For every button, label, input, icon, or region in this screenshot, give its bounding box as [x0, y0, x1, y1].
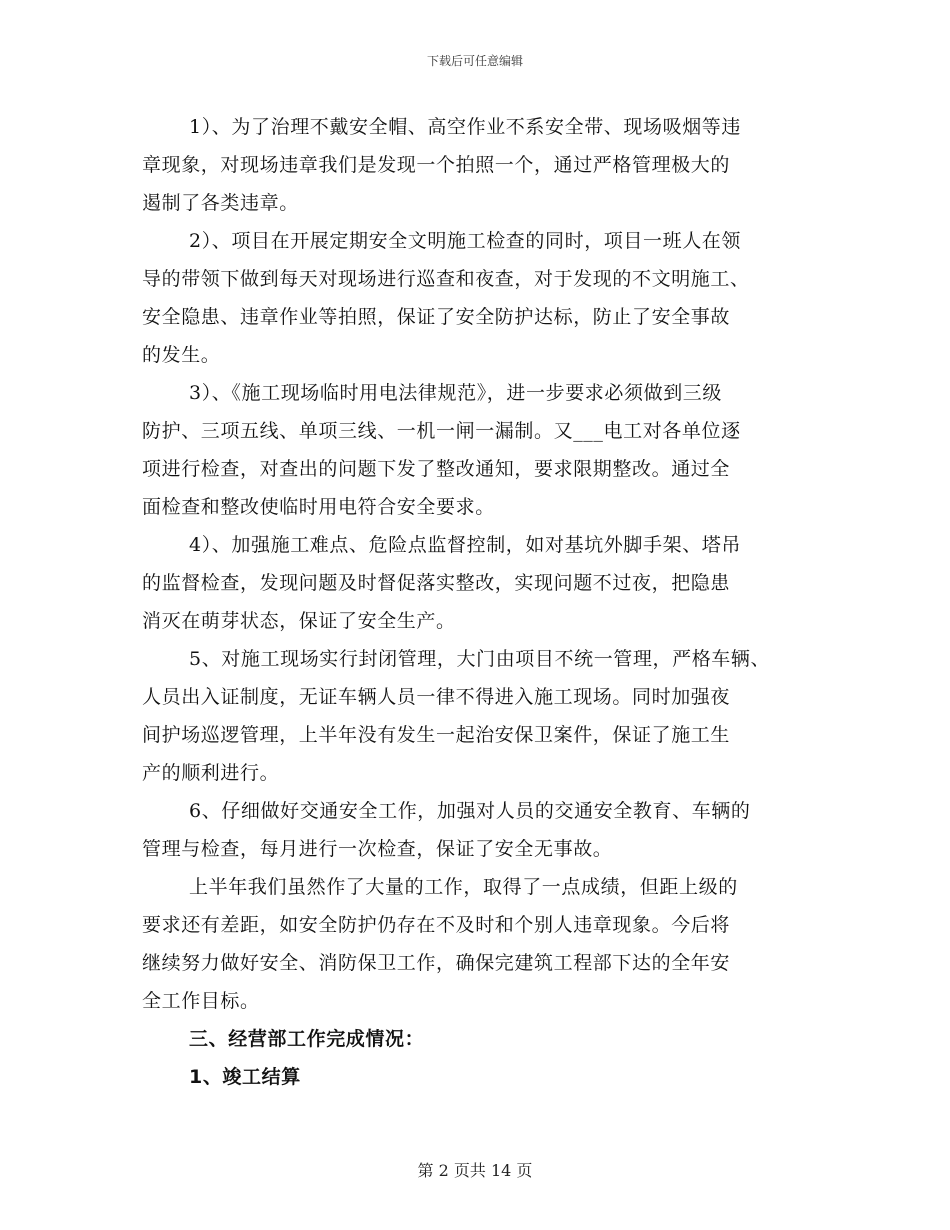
text-line: 人员出入证制度，无证车辆人员一律不得进入施工现场。同时加强夜 — [142, 686, 731, 708]
text-line: 产的顺利进行。 — [142, 762, 280, 784]
text-line: 导的带领下做到每天对现场进行巡查和夜查，对于发现的不文明施工、 — [142, 268, 750, 290]
text-line: 项进行检查，对查出的问题下发了整改通知，要求限期整改。通过全 — [142, 458, 731, 480]
paragraph — [142, 526, 812, 640]
text-line: 安全隐患、违章作业等拍照，保证了安全防护达标，防止了安全事故 — [142, 306, 731, 328]
section-heading: 三、经营部工作完成情况： — [189, 1028, 425, 1050]
page-header: 下载后可任意编辑 — [426, 54, 523, 68]
text-line: 2）、项目在开展定期安全文明施工检查的同时，项目一班人在领 — [189, 230, 741, 252]
text-line: 继续努力做好安全、消防保卫工作，确保完建筑工程部下达的全年安 — [142, 952, 731, 974]
text-line: 消灭在萌芽状态，保证了安全生产。 — [142, 610, 456, 632]
text-line: 全工作目标。 — [142, 990, 260, 1012]
text-line: 章现象，对现场违章我们是发现一个拍照一个，通过严格管理极大的 — [142, 154, 731, 176]
document-body — [142, 108, 812, 1096]
text-line: 5、对施工现场实行封闭管理，大门由项目不统一管理，严格车辆、 — [189, 648, 771, 670]
text-line: 防护、三项五线、单项三线、一机一闸一漏制。又___电工对各单位逐 — [142, 420, 741, 442]
text-line: 的监督检查，发现问题及时督促落实整改，实现问题不过夜，把隐患 — [142, 572, 731, 594]
paragraph — [142, 640, 812, 792]
paragraph — [142, 868, 812, 1020]
subsection-heading: 1、竣工结算 — [189, 1066, 301, 1088]
text-line: 管理与检查，每月进行一次检查，保证了安全无事故。 — [142, 838, 613, 860]
text-line: 面检查和整改使临时用电符合安全要求。 — [142, 496, 495, 518]
text-line: 3）、《施工现场临时用电法律规范》，进一步要求必须做到三级 — [189, 382, 722, 404]
paragraph — [142, 108, 812, 222]
text-line: 上半年我们虽然作了大量的工作，取得了一点成绩，但距上级的 — [189, 876, 738, 898]
paragraph — [142, 792, 812, 868]
text-line: 要求还有差距，如安全防护仍存在不及时和个别人违章现象。今后将 — [142, 914, 731, 936]
text-line: 1）、为了治理不戴安全帽、高空作业不系安全带、现场吸烟等违 — [189, 116, 741, 138]
text-line: 6、仔细做好交通安全工作，加强对人员的交通安全教育、车辆的 — [189, 800, 751, 822]
page-number: 第 2 页共 14 页 — [417, 1161, 533, 1180]
text-line: 间护场巡逻管理，上半年没有发生一起治安保卫案件，保证了施工生 — [142, 724, 731, 746]
text-line: 4）、加强施工难点、危险点监督控制，如对基坑外脚手架、塔吊 — [189, 534, 741, 556]
paragraph — [142, 374, 812, 526]
text-line: 的发生。 — [142, 344, 221, 366]
text-line: 遏制了各类违章。 — [142, 192, 299, 214]
paragraph — [142, 222, 812, 374]
